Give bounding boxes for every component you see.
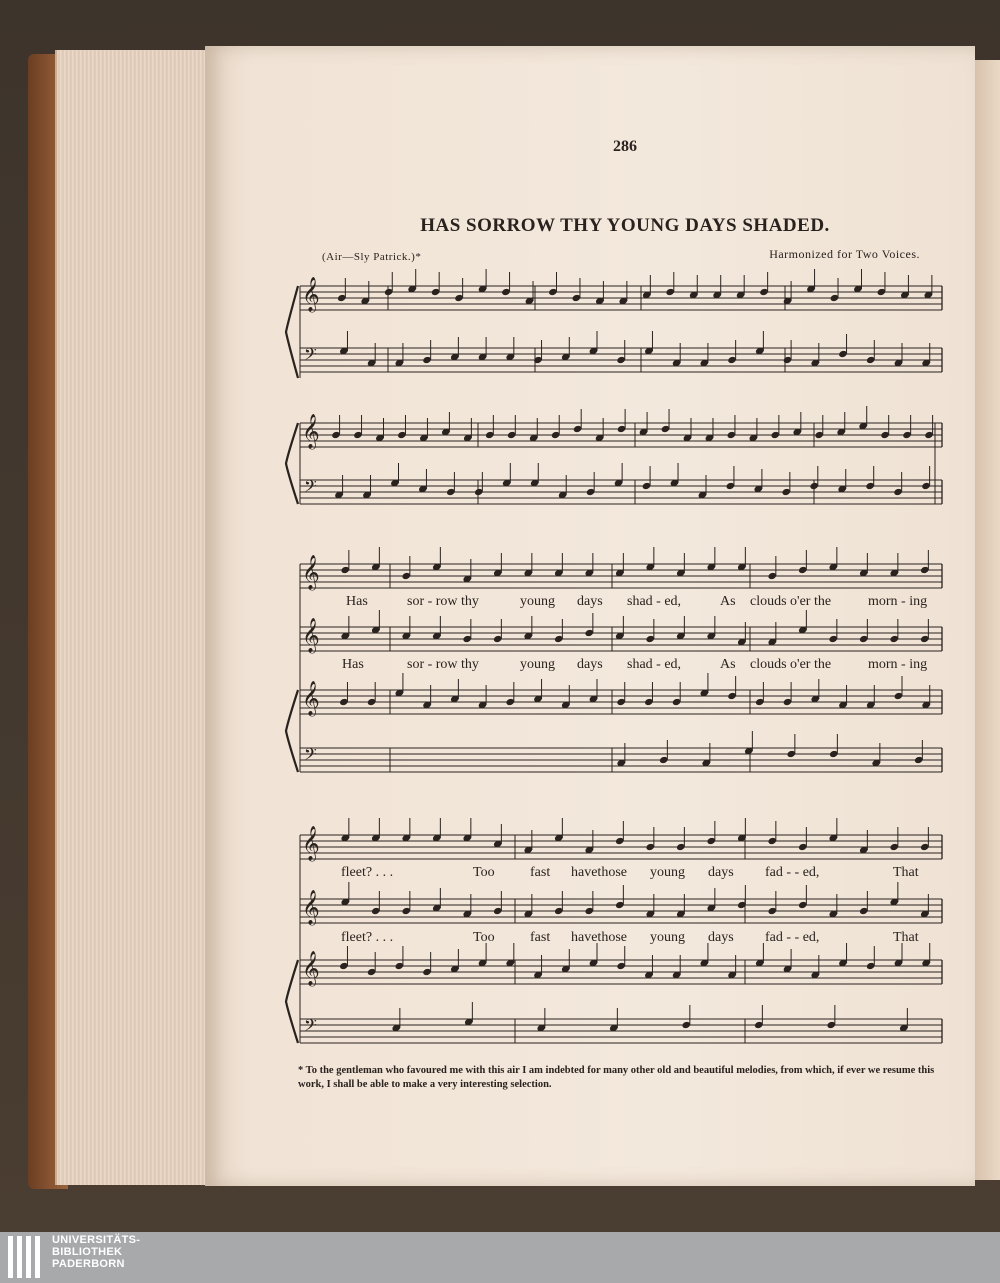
treble-clef-icon: 𝄞 bbox=[302, 826, 320, 861]
brace-icon bbox=[286, 423, 298, 504]
lyric: days bbox=[708, 930, 734, 945]
footnote: * To the gentleman who favoured me with this air I am indebted for many other old and beautiful melodies, from which, if ever we resume this work, I shall be able to make a very interesting selection. bbox=[298, 1065, 935, 1090]
treble-clef-icon: 𝄞 bbox=[302, 951, 320, 986]
brace-icon bbox=[286, 690, 298, 772]
lyric: shad - ed, bbox=[627, 594, 682, 609]
bass-clef-icon: 𝄢 bbox=[304, 744, 317, 768]
treble-clef-icon: 𝄞 bbox=[302, 681, 320, 716]
lyric: sor - row thy bbox=[407, 594, 479, 609]
lyric: Too bbox=[473, 865, 495, 880]
treble-clef-icon: 𝄞 bbox=[302, 890, 320, 925]
lyric: fad - - ed, bbox=[765, 930, 820, 945]
harmonized-note: Harmonized for Two Voices. bbox=[769, 247, 920, 261]
lyric: havethose bbox=[571, 865, 627, 880]
song-title: HAS SORROW THY YOUNG DAYS SHADED. bbox=[420, 215, 830, 236]
library-name-line3: PADERBORN bbox=[52, 1258, 125, 1270]
lyric: havethose bbox=[571, 930, 627, 945]
lyric: young bbox=[650, 930, 685, 945]
lyric: fleet? . . . bbox=[341, 930, 394, 945]
library-footer-bar bbox=[0, 1232, 1000, 1283]
lyric: young bbox=[650, 865, 685, 880]
treble-clef-icon: 𝄞 bbox=[302, 277, 320, 312]
lyric: days bbox=[577, 594, 603, 609]
treble-clef-icon: 𝄞 bbox=[302, 618, 320, 653]
lyric: fleet? . . . bbox=[341, 865, 394, 880]
bass-clef-icon: 𝄢 bbox=[304, 344, 317, 368]
bass-clef-icon: 𝄢 bbox=[304, 1015, 317, 1039]
library-name-line1: UNIVERSITÄTS- bbox=[52, 1234, 141, 1246]
treble-clef-icon: 𝄞 bbox=[302, 555, 320, 590]
lyric: young bbox=[520, 657, 555, 672]
treble-clef-icon: 𝄞 bbox=[302, 414, 320, 449]
lyric: fad - - ed, bbox=[765, 865, 820, 880]
lyric: Has bbox=[346, 594, 368, 609]
lyric: That bbox=[893, 930, 919, 945]
lyric: fast bbox=[530, 930, 551, 945]
lyric: As bbox=[720, 657, 736, 672]
brace-icon bbox=[286, 960, 298, 1043]
bass-clef-icon: 𝄢 bbox=[304, 476, 317, 500]
library-name-line2: BIBLIOTHEK bbox=[52, 1246, 123, 1258]
lyric: morn - ing bbox=[868, 594, 928, 609]
air-note: (Air—Sly Patrick.)* bbox=[322, 251, 422, 263]
page-number: 286 bbox=[613, 138, 637, 155]
lyric: shad - ed, bbox=[627, 657, 682, 672]
brace-icon bbox=[286, 286, 298, 378]
library-logo-icon bbox=[8, 1236, 48, 1278]
lyric: morn - ing bbox=[868, 657, 928, 672]
lyric: That bbox=[893, 865, 919, 880]
lyric: Too bbox=[473, 930, 495, 945]
library-name bbox=[52, 1234, 140, 1270]
lyric: days bbox=[577, 657, 603, 672]
lyric: clouds o'er the bbox=[750, 657, 832, 672]
lyric: sor - row thy bbox=[407, 657, 479, 672]
lyric: young bbox=[520, 594, 555, 609]
lyric: As bbox=[720, 594, 736, 609]
lyric: days bbox=[708, 865, 734, 880]
lyric: clouds o'er the bbox=[750, 594, 832, 609]
lyric: Has bbox=[342, 657, 364, 672]
lyric: fast bbox=[530, 865, 551, 880]
